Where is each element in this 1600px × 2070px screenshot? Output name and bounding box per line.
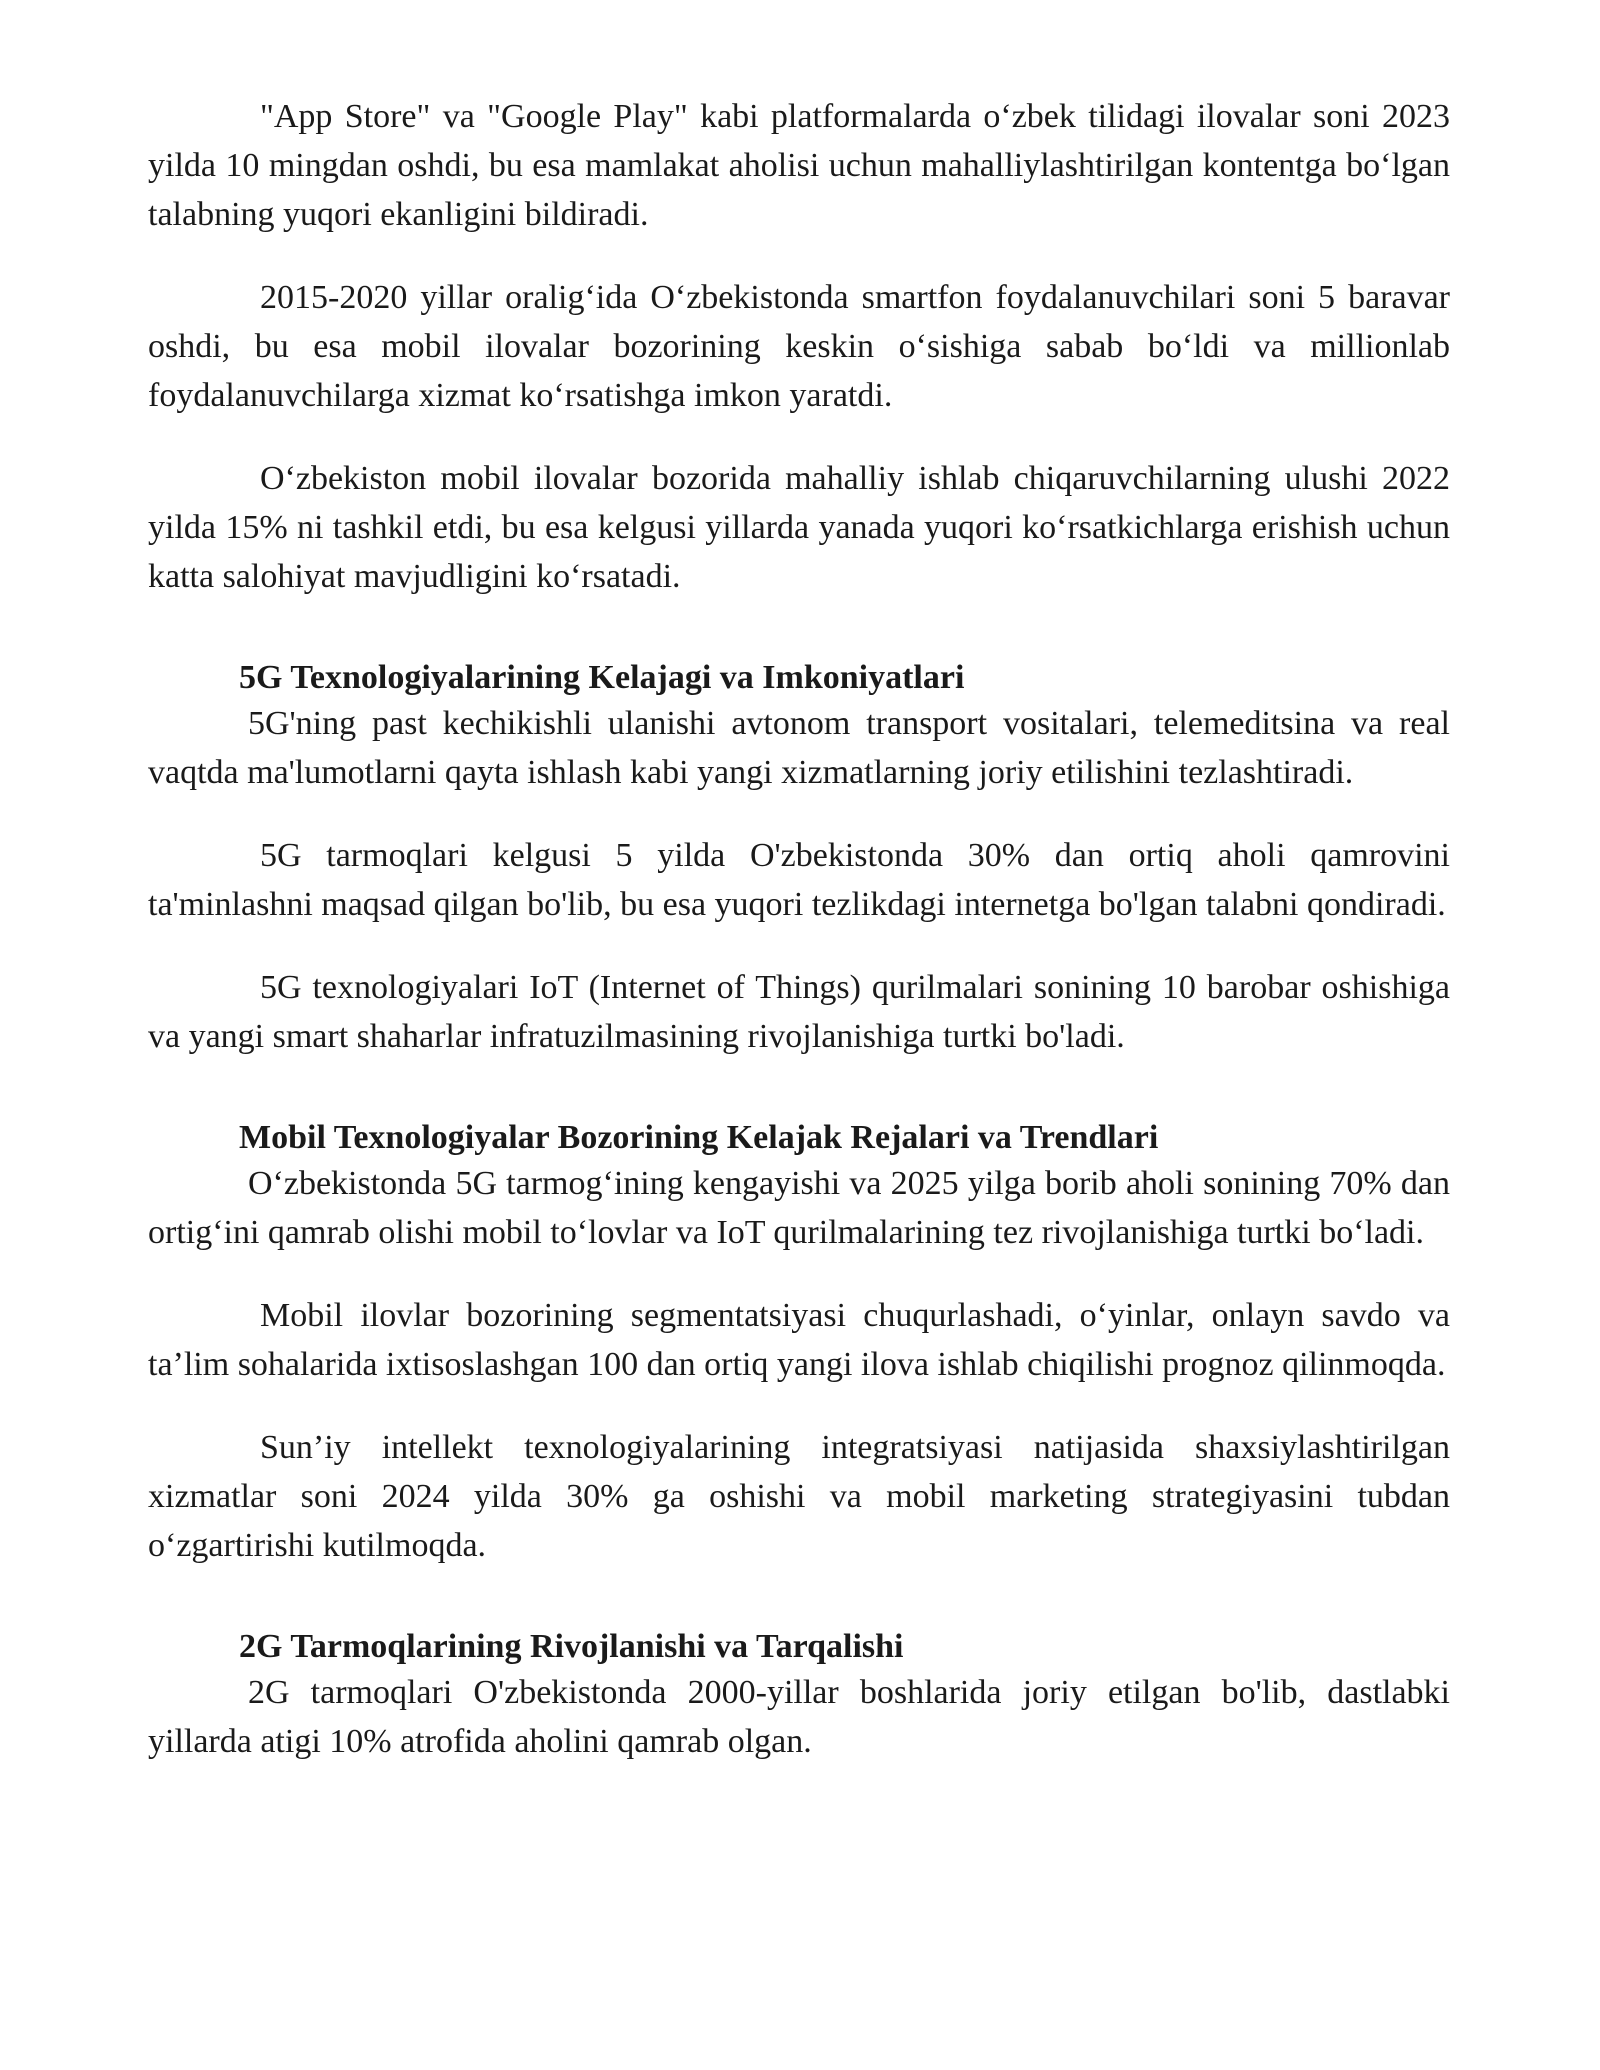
- paragraph-market-5g-expansion: O‘zbekistonda 5G tarmog‘ining kengayishi va 2025 yilga borib aholi sonining 70% dan ortig‘ini qamrab olishi mobil to‘lovlar va IoT qurilmalarining tez rivojlanishiga turtki bo‘ladi.: [148, 1165, 1450, 1251]
- paragraph-local-developers: O‘zbekiston mobil ilovalar bozorida mahalliy ishlab chiqaruvchilarning ulushi 2022 yilda 15% ni tashkil etdi, bu esa kelgusi yillarda yanada yuqori ko‘rsatkichlarga erishish uchun katta salohiyat mavjudligini ko‘rsatadi.: [148, 460, 1450, 595]
- section-market: [148, 1117, 1450, 1570]
- paragraph-app-store: "App Store" va "Google Play" kabi platformalarda o‘zbek tilidagi ilovalar soni 2023 yilda 10 mingdan oshdi, bu esa mamlakat aholisi uchun mahalliylashtirilgan kontentga bo‘lgan talabning yuqori ekanligini bildiradi.: [148, 98, 1450, 233]
- section-heading-5g: 5G Texnologiyalarining Kelajagi va Imkoniyatlari: [239, 659, 965, 696]
- paragraph-market-ai: Sun’iy intellekt texnologiyalarining integratsiyasi natijasida shaxsiylashtirilgan xizmatlar soni 2024 yilda 30% ga oshishi va mobil marketing strategiyasini tubdan o‘zgartirishi kutilmoqda.: [148, 1429, 1450, 1564]
- paragraph-2g-history: 2G tarmoqlari O'zbekistonda 2000-yillar boshlarida joriy etilgan bo'lib, dastlabki yillarda atigi 10% atrofida aholini qamrab olgan.: [148, 1674, 1450, 1760]
- section-2g: [148, 1626, 1450, 1766]
- paragraph-smartphone-users: 2015-2020 yillar oralig‘ida O‘zbekistonda smartfon foydalanuvchilari soni 5 baravar oshdi, bu esa mobil ilovalar bozorining keskin o‘sishiga sabab bo‘ldi va millionlab foydalanuvchilarga xizmat ko‘rsatishga imkon yaratdi.: [148, 279, 1450, 414]
- paragraph-market-segmentation: Mobil ilovlar bozorining segmentatsiyasi chuqurlashadi, o‘yinlar, onlayn savdo va ta’lim sohalarida ixtisoslashgan 100 dan ortiq yangi ilova ishlab chiqilishi prognoz qilinmoqda.: [148, 1297, 1450, 1383]
- section-heading-2g: 2G Tarmoqlarining Rivojlanishi va Tarqalishi: [239, 1628, 904, 1665]
- section-5g: [148, 657, 1450, 1061]
- paragraph-5g-iot: 5G texnologiyalari IoT (Internet of Things) qurilmalari sonining 10 barobar oshishiga va yangi smart shaharlar infratuzilmasining rivojlanishiga turtki bo'ladi.: [148, 969, 1450, 1055]
- section-heading-market: Mobil Texnologiyalar Bozorining Kelajak Rejalari va Trendlari: [239, 1119, 1159, 1156]
- paragraph-5g-coverage: 5G tarmoqlari kelgusi 5 yilda O'zbekistonda 30% dan ortiq aholi qamrovini ta'minlashni maqsad qilgan bo'lib, bu esa yuqori tezlikdagi internetga bo'lgan talabni qondiradi.: [148, 837, 1450, 923]
- paragraph-5g-latency: 5G'ning past kechikishli ulanishi avtonom transport vositalari, telemeditsina va real vaqtda ma'lumotlarni qayta ishlash kabi yangi xizmatlarning joriy etilishini tezlashtiradi.: [148, 705, 1450, 791]
- document-page: [148, 92, 1450, 1800]
